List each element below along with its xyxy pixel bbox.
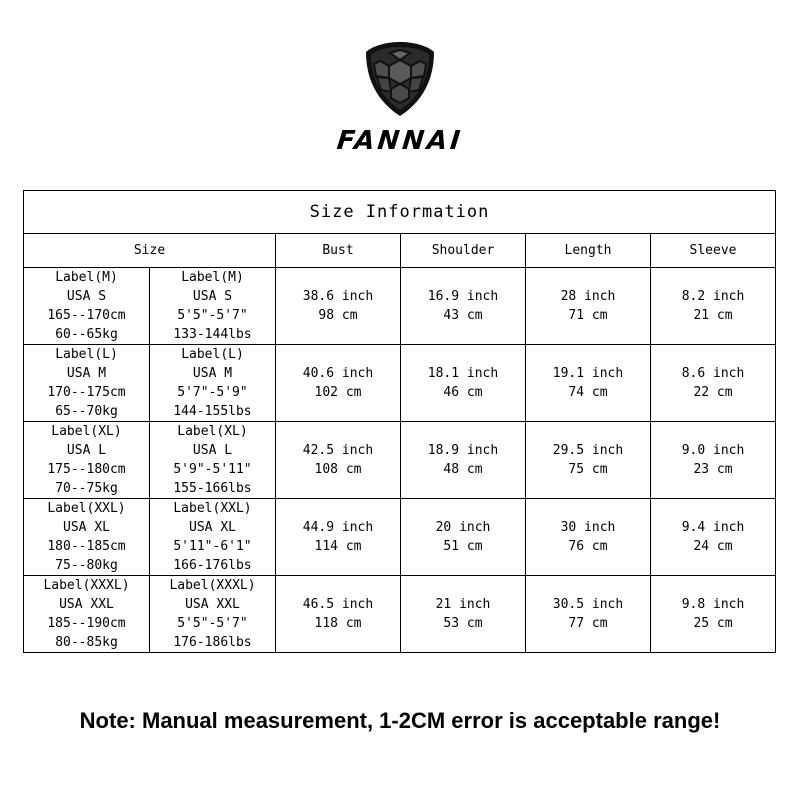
measurement-note: Note: Manual measurement, 1-2CM error is acceptable range!: [79, 708, 721, 733]
shoulder-cell: 18.9 inch 48 cm: [401, 422, 526, 499]
table-row: [24, 499, 776, 576]
length-cell: 30 inch 76 cm: [526, 499, 651, 576]
shoulder-cell: 16.9 inch 43 cm: [401, 268, 526, 345]
brand-name: FANNAI: [335, 126, 465, 156]
header-shoulder: Shoulder: [401, 234, 526, 268]
sleeve-cell: 8.6 inch 22 cm: [651, 345, 776, 422]
shoulder-cell: 18.1 inch 46 cm: [401, 345, 526, 422]
size-metric-cell: Label(XXL) USA XL 180--185cm 75--80kg: [24, 499, 150, 576]
table-row: [24, 576, 776, 653]
turtle-shell-shield-icon: [364, 40, 436, 118]
size-imperial-cell: Label(XXXL) USA XXL 5'5"-5'7" 176-186lbs: [150, 576, 276, 653]
length-cell: 19.1 inch 74 cm: [526, 345, 651, 422]
bust-cell: 40.6 inch 102 cm: [276, 345, 401, 422]
header-length: Length: [526, 234, 651, 268]
size-metric-cell: Label(XL) USA L 175--180cm 70--75kg: [24, 422, 150, 499]
sleeve-cell: 9.4 inch 24 cm: [651, 499, 776, 576]
size-information-table: [23, 190, 776, 653]
size-metric-cell: Label(XXXL) USA XXL 185--190cm 80--85kg: [24, 576, 150, 653]
table-title: Size Information: [24, 191, 776, 234]
header-size: Size: [24, 234, 276, 268]
size-imperial-cell: Label(L) USA M 5'7"-5'9" 144-155lbs: [150, 345, 276, 422]
size-metric-cell: Label(M) USA S 165--170cm 60--65kg: [24, 268, 150, 345]
length-cell: 28 inch 71 cm: [526, 268, 651, 345]
shoulder-cell: 21 inch 53 cm: [401, 576, 526, 653]
header-sleeve: Sleeve: [651, 234, 776, 268]
sleeve-cell: 9.0 inch 23 cm: [651, 422, 776, 499]
bust-cell: 42.5 inch 108 cm: [276, 422, 401, 499]
header-bust: Bust: [276, 234, 401, 268]
size-imperial-cell: Label(XL) USA L 5'9"-5'11" 155-166lbs: [150, 422, 276, 499]
size-imperial-cell: Label(XXL) USA XL 5'11"-6'1" 166-176lbs: [150, 499, 276, 576]
table-row: [24, 345, 776, 422]
length-cell: 30.5 inch 77 cm: [526, 576, 651, 653]
table-row: [24, 422, 776, 499]
size-imperial-cell: Label(M) USA S 5'5"-5'7" 133-144lbs: [150, 268, 276, 345]
length-cell: 29.5 inch 75 cm: [526, 422, 651, 499]
sleeve-cell: 9.8 inch 25 cm: [651, 576, 776, 653]
shoulder-cell: 20 inch 51 cm: [401, 499, 526, 576]
brand-logo: [0, 40, 800, 156]
bust-cell: 46.5 inch 118 cm: [276, 576, 401, 653]
sleeve-cell: 8.2 inch 21 cm: [651, 268, 776, 345]
bust-cell: 44.9 inch 114 cm: [276, 499, 401, 576]
size-metric-cell: Label(L) USA M 170--175cm 65--70kg: [24, 345, 150, 422]
bust-cell: 38.6 inch 98 cm: [276, 268, 401, 345]
table-row: [24, 268, 776, 345]
